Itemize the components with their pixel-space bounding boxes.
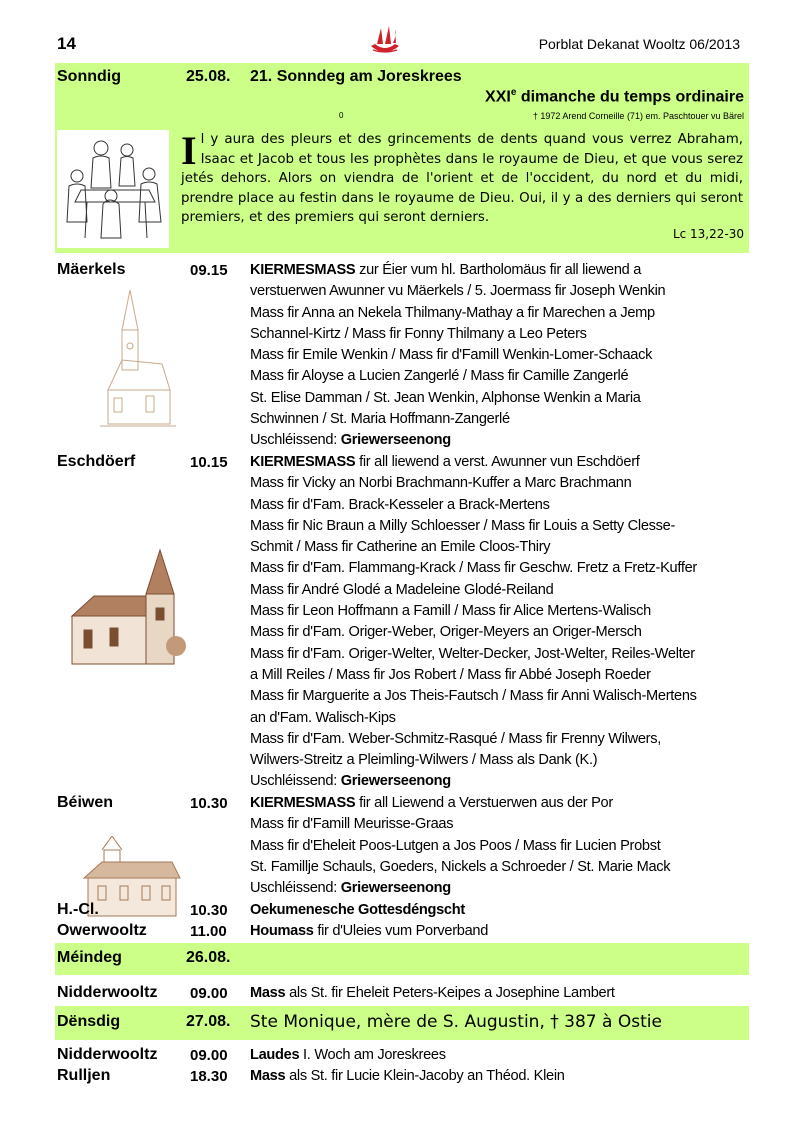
list-item: Mass fir Anna an Nekela Thilmany-Mathay a fir Marechen a Jemp [250,304,655,321]
list-item: KIERMESMASS zur Éier vum hl. Bartholomäus fir all liewend a [250,262,642,278]
list-item: verstuerwen Awunner vu Mäerkels / 5. Joermass fir Joseph Wenkin [250,283,666,300]
list-item: St. Elise Damman / St. Jean Wenkin, Alphonse Wenkin a Maria [250,389,641,406]
sunday-title: 21. Sonndeg am Joreskrees [250,68,462,85]
list-item: Schannel-Kirtz / Mass fir Fonny Thilmany a Leo Peters [250,325,587,342]
day-name: Dënsdig [57,1013,121,1030]
list-item: KIERMESMASS fir all Liewend a Verstuerwen aus der Por [250,795,613,811]
list-item: Houmass fir d'Uleies vum Porverband [250,923,489,939]
list-item: Uschléissend: Griewerseenong [250,432,451,449]
service-tuesday-2 [250,1066,565,1087]
time-owerwooltz: 11.00 [190,923,227,940]
day-name: Méindeg [57,949,122,966]
service-monday [250,983,615,1004]
service-owerwooltz [250,921,488,942]
list-item: Mass fir d'Fam. Origer-Welter, Welter-Decker, Jost-Welter, Reiles-Welter [250,645,695,662]
place-eschdoerf: Eschdöerf [57,453,136,470]
day-date: 26.08. [186,949,231,966]
service-eschdoerf [250,452,697,793]
drop-cap: I [181,128,197,173]
service-hcl [250,900,465,921]
time-nidderwooltz: 09.00 [190,985,228,1002]
list-item: St. Famillje Schauls, Goeders, Nickels a Schroeder / St. Marie Mack [250,858,671,875]
day-date: 25.08. [186,68,231,85]
list-item: Mass als St. fir Eheleit Peters-Keipes a Josephine Lambert [250,985,615,1001]
list-item: Mass fir d'Fam. Brack-Kesseler a Brack-Mertens [250,496,550,513]
gospel-quote: Il y aura des pleurs et des grincements de dents quand vous verrez Abraham, Isaac et Jacob et tous les prophètes dans le royaume de Dieu, et que vous serez jetés dehors. Alors on viendra de l'orient et de l'occident, du nord et du midi, prendre place au festin dans le royaume de Dieu. Oui, il y a des derniers qui seront premiers, et des premiers qui seront derniers. [181,128,743,226]
list-item: Schmit / Mass fir Catherine an Emile Cloos-Thiry [250,539,551,556]
place-maerkels: Mäerkels [57,261,126,278]
place-rulljen: Rulljen [57,1067,111,1084]
place-owerwooltz: Owerwooltz [57,922,147,939]
list-item: Mass fir d'Famill Meurisse-Graas [250,816,454,833]
time-maerkels: 09.15 [190,262,228,279]
list-item: Mass fir d'Fam. Weber-Schmitz-Rasqué / Mass fir Frenny Wilwers, [250,730,661,747]
service-maerkels [250,260,665,452]
list-item: Wilwers-Streitz a Pleimling-Wilwers / Mass als Dank (K.) [250,752,598,769]
time-hcl: 10.30 [190,902,228,919]
place-nidderwooltz: Nidderwooltz [57,1046,158,1063]
list-item: Mass fir Leon Hoffmann a Famill / Mass fir Alice Mertens-Walisch [250,603,651,620]
dekanat-logo [365,24,405,60]
publication-header: Porblat Dekanat Wooltz 06/2013 [538,36,740,52]
list-item: Mass fir d'Fam. Flammang-Krack / Mass fir Geschw. Fretz a Fretz-Kuffer [250,560,697,577]
list-item: Oekumenesche Gottesdéngscht [250,902,465,918]
place-hcl: H.-Cl. [57,901,99,918]
time-rulljen: 18.30 [190,1068,228,1085]
list-item: Mass fir Marguerite a Jos Theis-Fautsch / Mass fir Anni Walisch-Mertens [250,688,697,705]
time-eschdoerf: 10.15 [190,454,228,471]
place-nidderwooltz: Nidderwooltz [57,984,158,1001]
list-item: Uschléissend: Griewerseenong [250,773,451,790]
church-illustration-eschdoerf [64,546,186,666]
day-date: 27.08. [186,1013,231,1030]
list-item: Uschléissend: Griewerseenong [250,880,451,897]
gospel-reference: Lc 13,22-30 [672,227,744,241]
list-item: Schwinnen / St. Maria Hoffmann-Zangerlé [250,411,510,428]
place-beiwen: Béiwen [57,794,114,811]
list-item: Mass fir André Glodé a Madeleine Glodé-Reiland [250,581,554,598]
sunday-title-fr: XXIe dimanche du temps ordinaire [485,87,744,106]
service-beiwen [250,793,670,899]
list-item: Mass fir Nic Braun a Milly Schloesser / Mass fir Louis a Setty Clesse- [250,517,676,534]
list-item: Mass fir Vicky an Norbi Brachmann-Kuffer a Marc Brachmann [250,475,632,492]
list-item: Mass fir Emile Wenkin / Mass fir d'Famill Wenkin-Lomer-Schaack [250,347,653,364]
time-nidderwooltz: 09.00 [190,1047,228,1064]
gospel-illustration [57,130,169,248]
page-number: 14 [57,34,76,53]
list-item: KIERMESMASS fir all liewend a verst. Awunner vun Eschdöerf [250,454,640,470]
time-beiwen: 10.30 [190,795,228,812]
list-item: a Mill Reiles / Mass fir Jos Robert / Mass fir Abbé Joseph Roeder [250,666,651,683]
church-illustration-maerkels [100,280,176,430]
tuesday-title: Ste Monique, mère de S. Augustin, † 387 à Ostie [250,1012,662,1032]
mark: 0 [339,111,344,120]
list-item: Mass fir d'Fam. Origer-Weber, Origer-Meyers an Origer-Mersch [250,624,642,641]
day-name: Sonndig [57,68,121,85]
list-item: Mass als St. fir Lucie Klein-Jacoby an Théod. Klein [250,1068,565,1084]
service-tuesday-1 [250,1045,446,1066]
list-item: Mass fir Aloyse a Lucien Zangerlé / Mass fir Camille Zangerlé [250,368,629,385]
list-item: Mass fir d'Eheleit Poos-Lutgen a Jos Poos / Mass fir Lucien Probst [250,837,661,854]
list-item: an d'Fam. Walisch-Kips [250,709,396,726]
list-item: Laudes I. Woch am Joreskrees [250,1047,446,1063]
monday-band [55,943,749,975]
obituary-note: † 1972 Arend Corneille (71) em. Paschtouer vu Bärel [532,111,744,121]
